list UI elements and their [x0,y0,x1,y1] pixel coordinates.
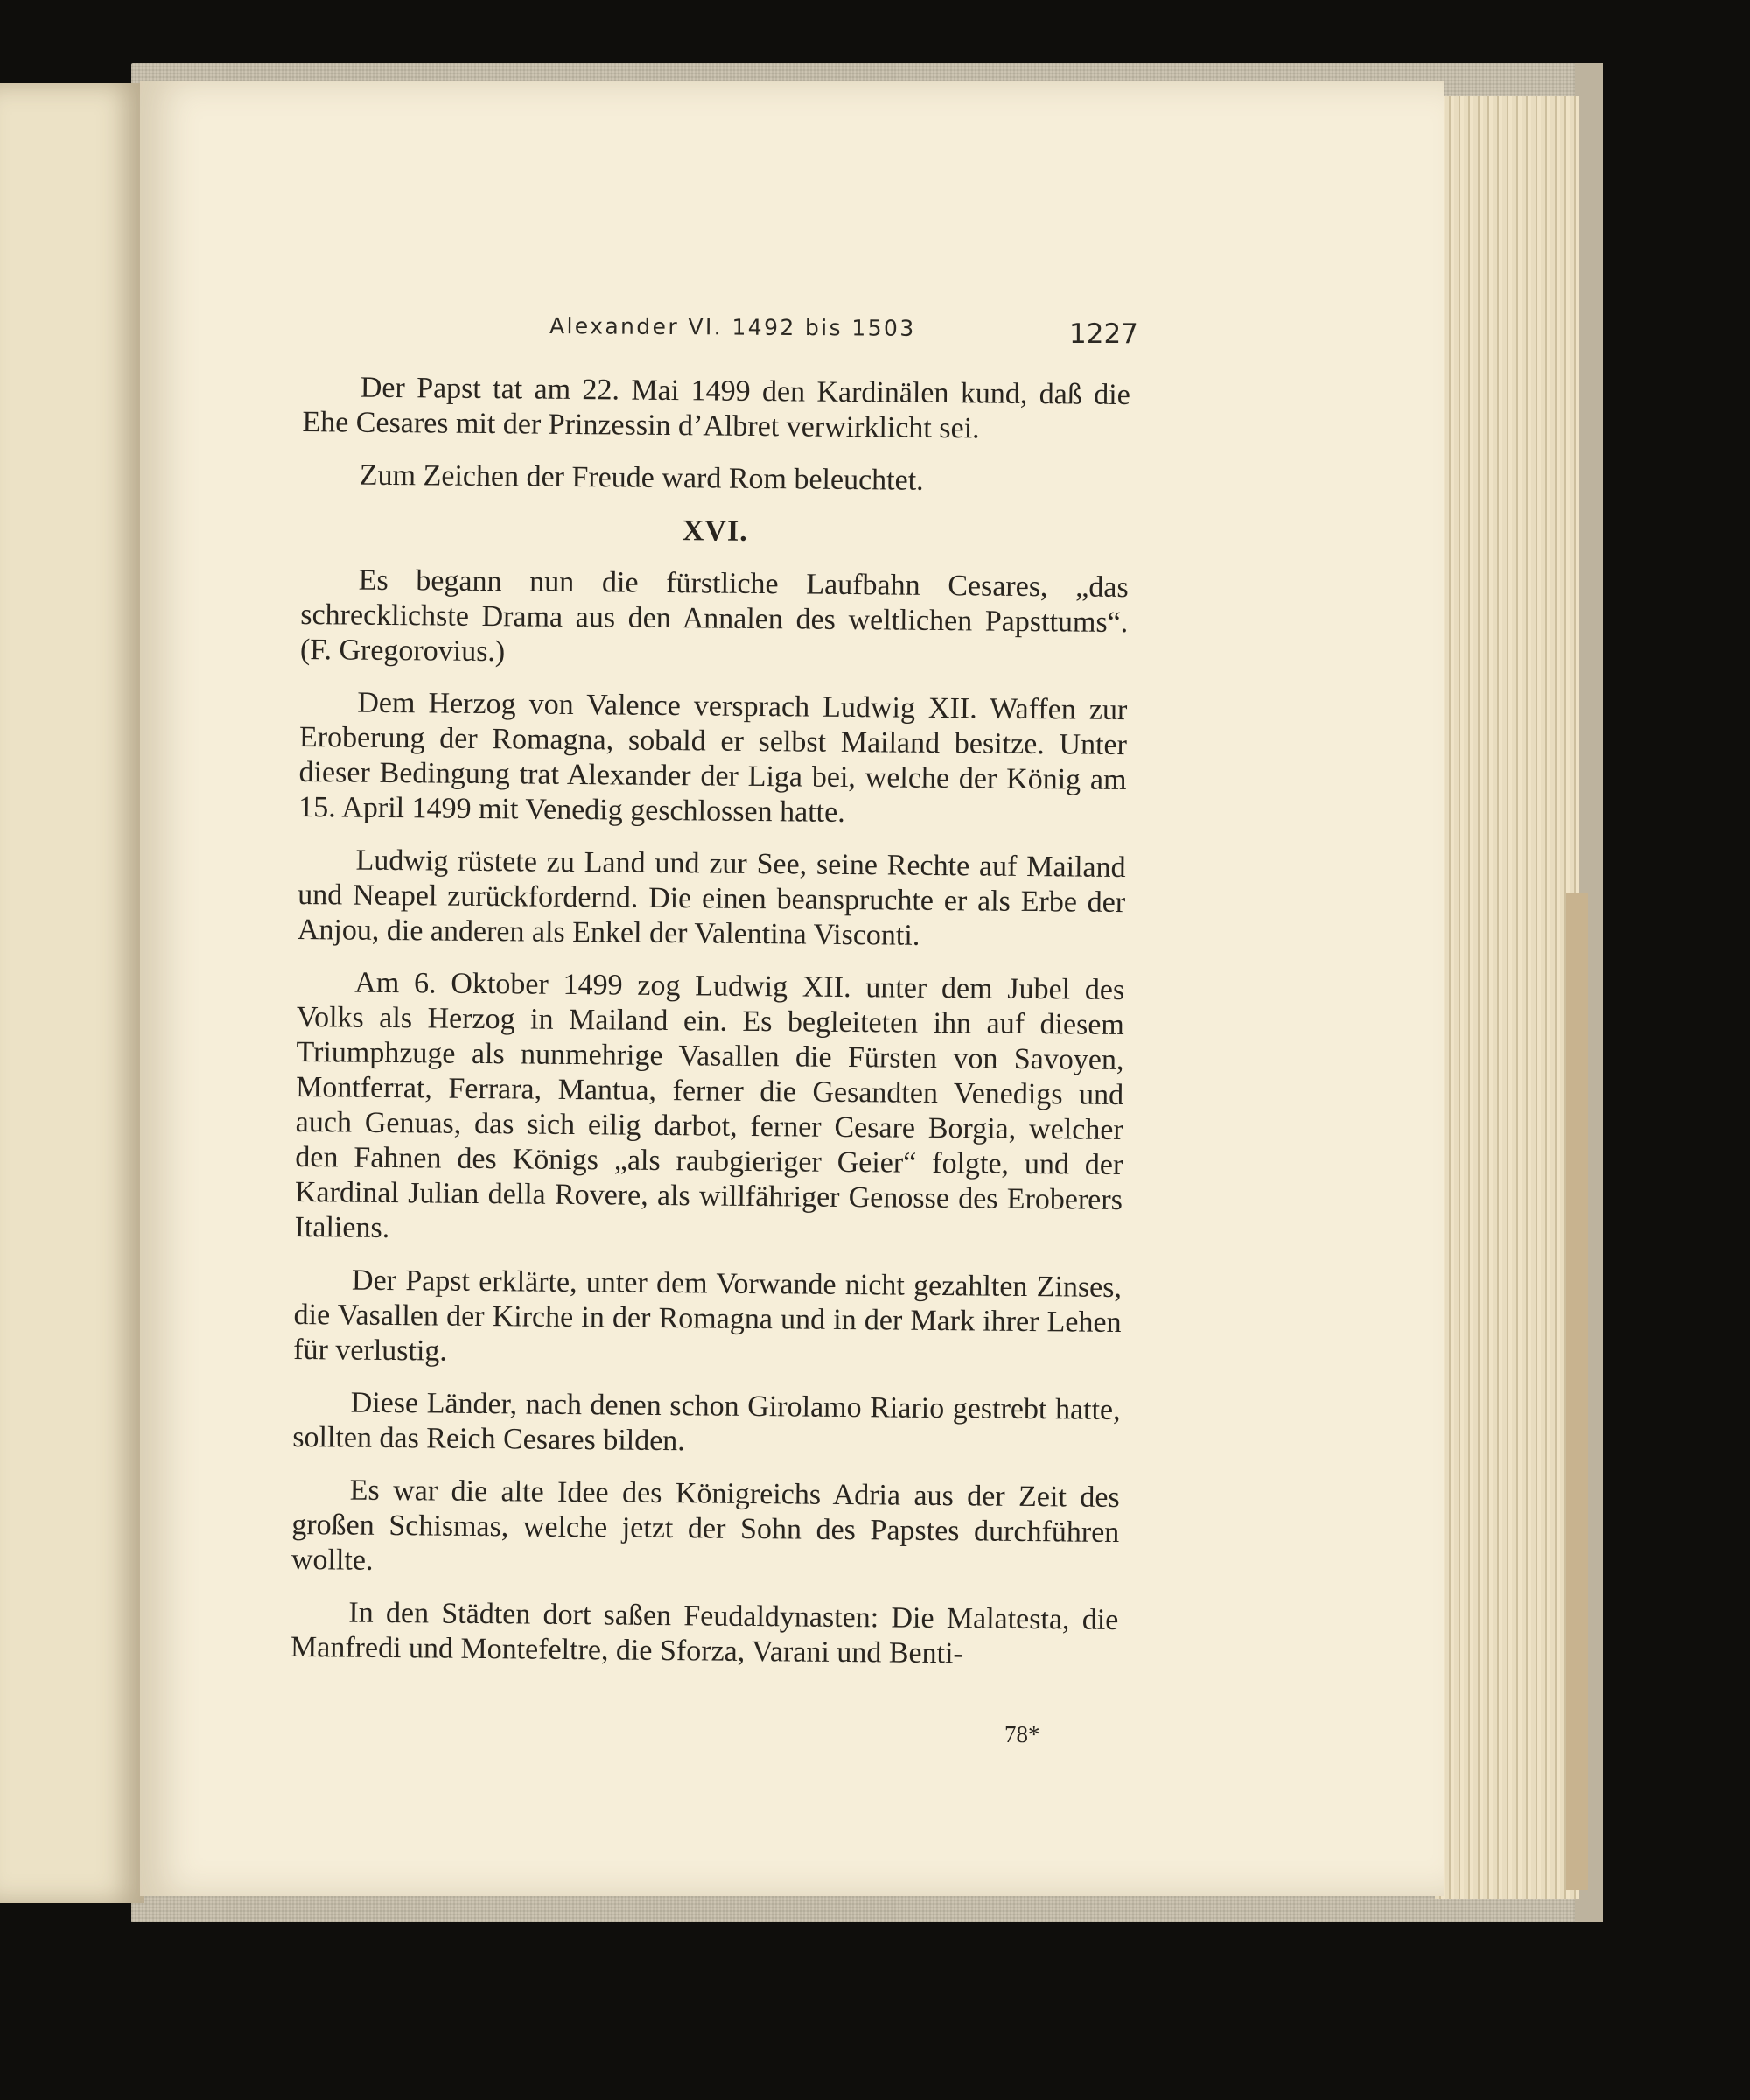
paragraph: Es war die alte Idee des Königreichs Adria aus der Zeit des großen Schismas, welche jetzt der Sohn des Papstes durchführen wollte. [290,1474,1120,1577]
page-number: 1227 [1069,318,1138,350]
paragraph: Am 6. Oktober 1499 zog Ludwig XII. unter dem Jubel des Volks als Herzog in Mailand ein. Es begleiteten ihn auf diesem Triumphzuge als nunmehrige Vasallen die Fürsten von Savoyen, Montferrat, Ferrara, Mantua, ferner die Gesandten Venedigs und auch Genuas, das sich eilig darbot, ferner Cesare Borgia, welcher den Fahnen des Königs „als raubgieriger Geier“ folgte, und der Kardinal Julian della Rovere, als willfähriger Genosse des Eroberers Italiens. [294,966,1125,1244]
paragraph: Zum Zeichen der Freude ward Rom beleuchtet. [359,458,924,497]
previous-page-edge [0,83,144,1903]
signature-mark: 78* [1004,1721,1040,1747]
paragraph: Der Papst erklärte, unter dem Vorwande nicht gezahlten Zinses, die Vasallen der Kirche in der Romagna und in der Mark ihrer Lehen für verlustig. [293,1264,1123,1368]
section-heading: XVI. [682,514,748,548]
paragraph: Diese Länder, nach denen schon Girolamo Riario gestrebt hatte, sollten das Reich Cesares bilden. [292,1386,1121,1458]
page-stack-edges [1435,96,1579,1899]
page-stack-shadow [1566,892,1588,1890]
paragraph: Der Papst tat am 22. Mai 1499 den Kardinälen kund, daß die Ehe Cesares mit der Prinzessin d’Albret verwirklicht sei. [302,371,1130,445]
paragraph: Es begann nun die fürstliche Laufbahn Cesares, „das schrecklichste Drama aus den Annalen des weltlichen Papsttums“. (F. Gregorovius.) [299,564,1129,668]
paragraph: Dem Herzog von Valence versprach Ludwig XII. Waffen zur Eroberung der Romagna, sobald er selbst Mailand besitze. Unter dieser Bedingung trat Alexander der Liga bei, welche der König am 15. April 1499 mit Venedig geschlossen hatte. [298,686,1128,829]
paragraph: In den Städten dort saßen Feudaldynasten: Die Malatesta, die Manfredi und Montefeltre, die Sforza, Varani und Benti- [290,1596,1119,1670]
page-body [290,370,1130,1690]
running-head: Alexander VI. 1492 bis 1503 [549,313,916,341]
paragraph: Ludwig rüstete zu Land und zur See, seine Rechte auf Mailand und Neapel zurückfordernd. Die einen beanspruchte er als Erbe der Anjou, die anderen als Enkel der Valentina Visconti. [297,844,1126,952]
